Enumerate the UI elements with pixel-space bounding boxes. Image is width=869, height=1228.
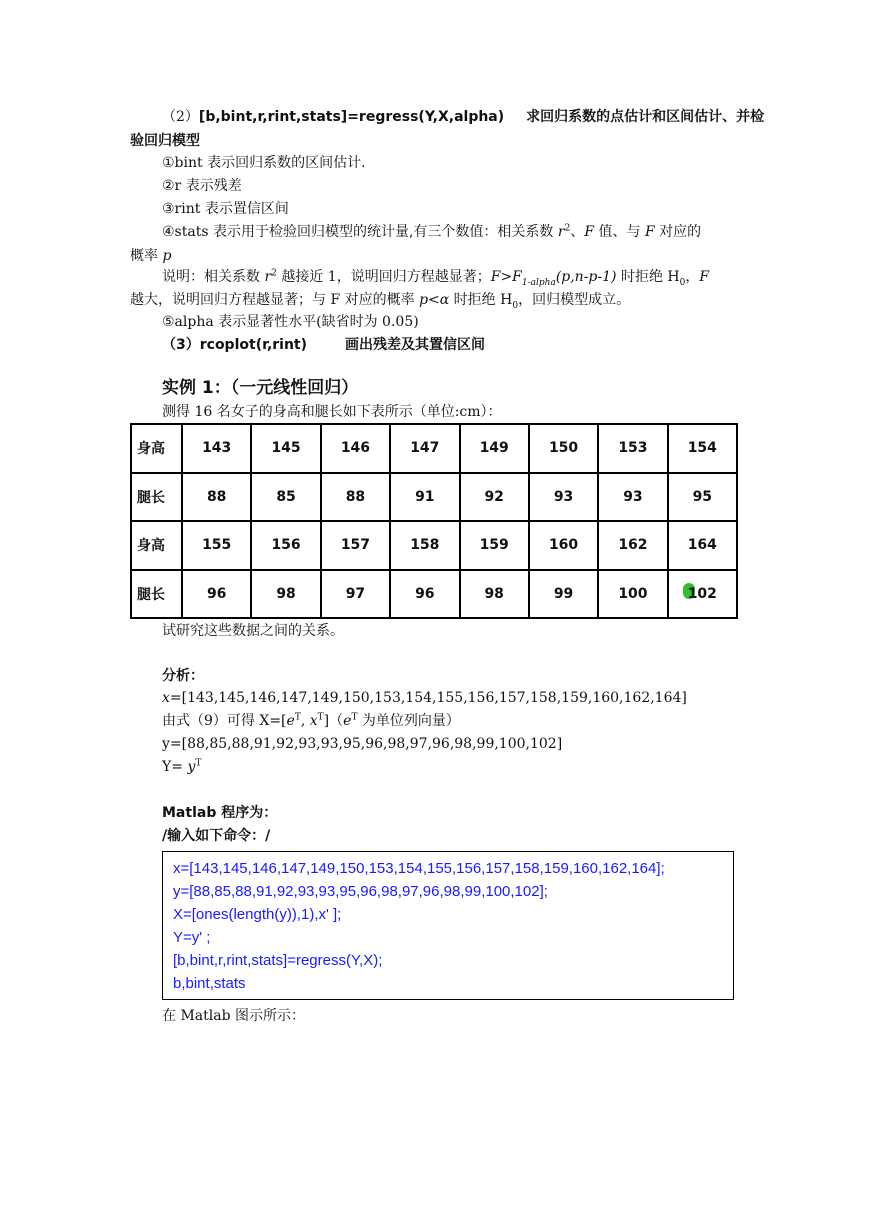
example-heading: 实例 1：（一元线性回归）: [162, 378, 359, 398]
note-line2: 越大，说明回归方程越显著；与 F 对应的概率 p<α 时拒绝 $H_0$，回归模型成立。: [130, 292, 631, 311]
table-cell: 156: [251, 521, 320, 570]
table-cell: 159: [460, 521, 529, 570]
table-cell: 91: [390, 473, 459, 522]
analysis-Y: $Y= y^T$: [162, 758, 202, 775]
regress-syntax: [b,bint,r,rint,stats]=regress(Y,X,alpha): [198, 109, 505, 125]
table-cell: 98: [251, 570, 320, 619]
table-row: [131, 570, 737, 619]
code-line: x=[143,145,146,147,149,150,153,154,155,156,157,158,159,160,162,164];: [173, 860, 665, 877]
table-cell: 93: [529, 473, 598, 522]
item-r: ②r 表示残差: [162, 178, 242, 194]
table-row: [131, 424, 737, 473]
code-block: [162, 851, 734, 1000]
table-cell: 92: [460, 473, 529, 522]
table-cell: 164: [668, 521, 737, 570]
example-intro: 测得 16 名女子的身高和腿长如下表所示（单位:cm）：: [162, 404, 502, 420]
table-cell: 143: [182, 424, 251, 473]
analysis-formula: 由式（9）可得 $X=[e^T$, $x^T](e^T$ 为单位列向量）: [162, 712, 460, 729]
table-cell: 98: [460, 570, 529, 619]
row-head: 身高: [131, 424, 182, 473]
table-cell: 88: [182, 473, 251, 522]
table-cell: 96: [182, 570, 251, 619]
code-line: b,bint,stats: [173, 975, 246, 992]
item-stats: ④stats 表示用于检验回归模型的统计量,有三个数值：相关系数 $r^2$、F 值、与 F 对应的: [162, 223, 702, 240]
code-line: X=[ones(length(y)),1),x' ];: [173, 906, 342, 923]
table-cell: 146: [321, 424, 390, 473]
table-cell: 100: [598, 570, 667, 619]
table-row: [131, 521, 737, 570]
program-title: Matlab 程序为：: [162, 805, 278, 821]
table-cell: 96: [390, 570, 459, 619]
row-head: 腿长: [131, 473, 182, 522]
table-cell: 88: [321, 473, 390, 522]
table-cell: 149: [460, 424, 529, 473]
rcoplot-heading: （3）rcoplot(r,rint) 画出残差及其置信区间: [162, 337, 486, 353]
table-cell: 155: [182, 521, 251, 570]
table-cell: 93: [598, 473, 667, 522]
table-cell: 150: [529, 424, 598, 473]
regress-heading: （2）[b,bint,r,rint,stats]=regress(Y,X,alpha) 求回归系数的点估计和区间估计、并检: [162, 109, 765, 125]
table-cell: 162: [598, 521, 667, 570]
height-leg-table: [130, 423, 738, 619]
table-cell: 157: [321, 521, 390, 570]
code-line: Y=y' ;: [173, 929, 211, 946]
table-cell: 99: [529, 570, 598, 619]
analysis-x: x=[143,145,146,147,149,150,153,154,155,156,157,158,159,160,162,164]: [162, 690, 687, 706]
regress-desc: 求回归系数的点估计和区间估计、并检: [526, 109, 765, 125]
table-cell: 97: [321, 570, 390, 619]
item-stats-cont: 概率 p: [130, 248, 172, 264]
program-cmd: /输入如下命令：/: [162, 828, 271, 844]
analysis-y: y=[88,85,88,91,92,93,93,95,96,98,97,96,98,99,100,102]: [162, 736, 563, 752]
item-alpha: ⑤alpha 表示显著性水平(缺省时为 0.05): [162, 314, 419, 330]
row-head: 身高: [131, 521, 182, 570]
highlight-marker: 102: [688, 586, 717, 602]
item-rint: ③rint 表示置信区间: [162, 201, 289, 217]
table-cell: 153: [598, 424, 667, 473]
table-cell: 158: [390, 521, 459, 570]
example-task: 试研究这些数据之间的关系。: [162, 623, 344, 639]
table-cell: 95: [668, 473, 737, 522]
row-head: 腿长: [131, 570, 182, 619]
analysis-title: 分析：: [162, 668, 204, 684]
footer-text: 在 Matlab 图示所示：: [162, 1008, 305, 1024]
note-line1: 说明：相关系数 $r^2$ 越接近 1，说明回归方程越显著；$F>F_{1-alpha}(p,n-p-1)$ 时拒绝 $H_0$，F: [162, 268, 710, 288]
table-cell: 85: [251, 473, 320, 522]
table-cell: 145: [251, 424, 320, 473]
table-cell: [668, 570, 737, 619]
table-cell: 154: [668, 424, 737, 473]
table-cell: 160: [529, 521, 598, 570]
table-row: [131, 473, 737, 522]
item-bint: ①bint 表示回归系数的区间估计.: [162, 155, 366, 171]
regress-desc-cont: 验回归模型: [130, 133, 200, 149]
table-cell: 147: [390, 424, 459, 473]
code-line: [b,bint,r,rint,stats]=regress(Y,X);: [173, 952, 383, 969]
code-line: y=[88,85,88,91,92,93,93,95,96,98,97,96,98,99,100,102];: [173, 883, 548, 900]
